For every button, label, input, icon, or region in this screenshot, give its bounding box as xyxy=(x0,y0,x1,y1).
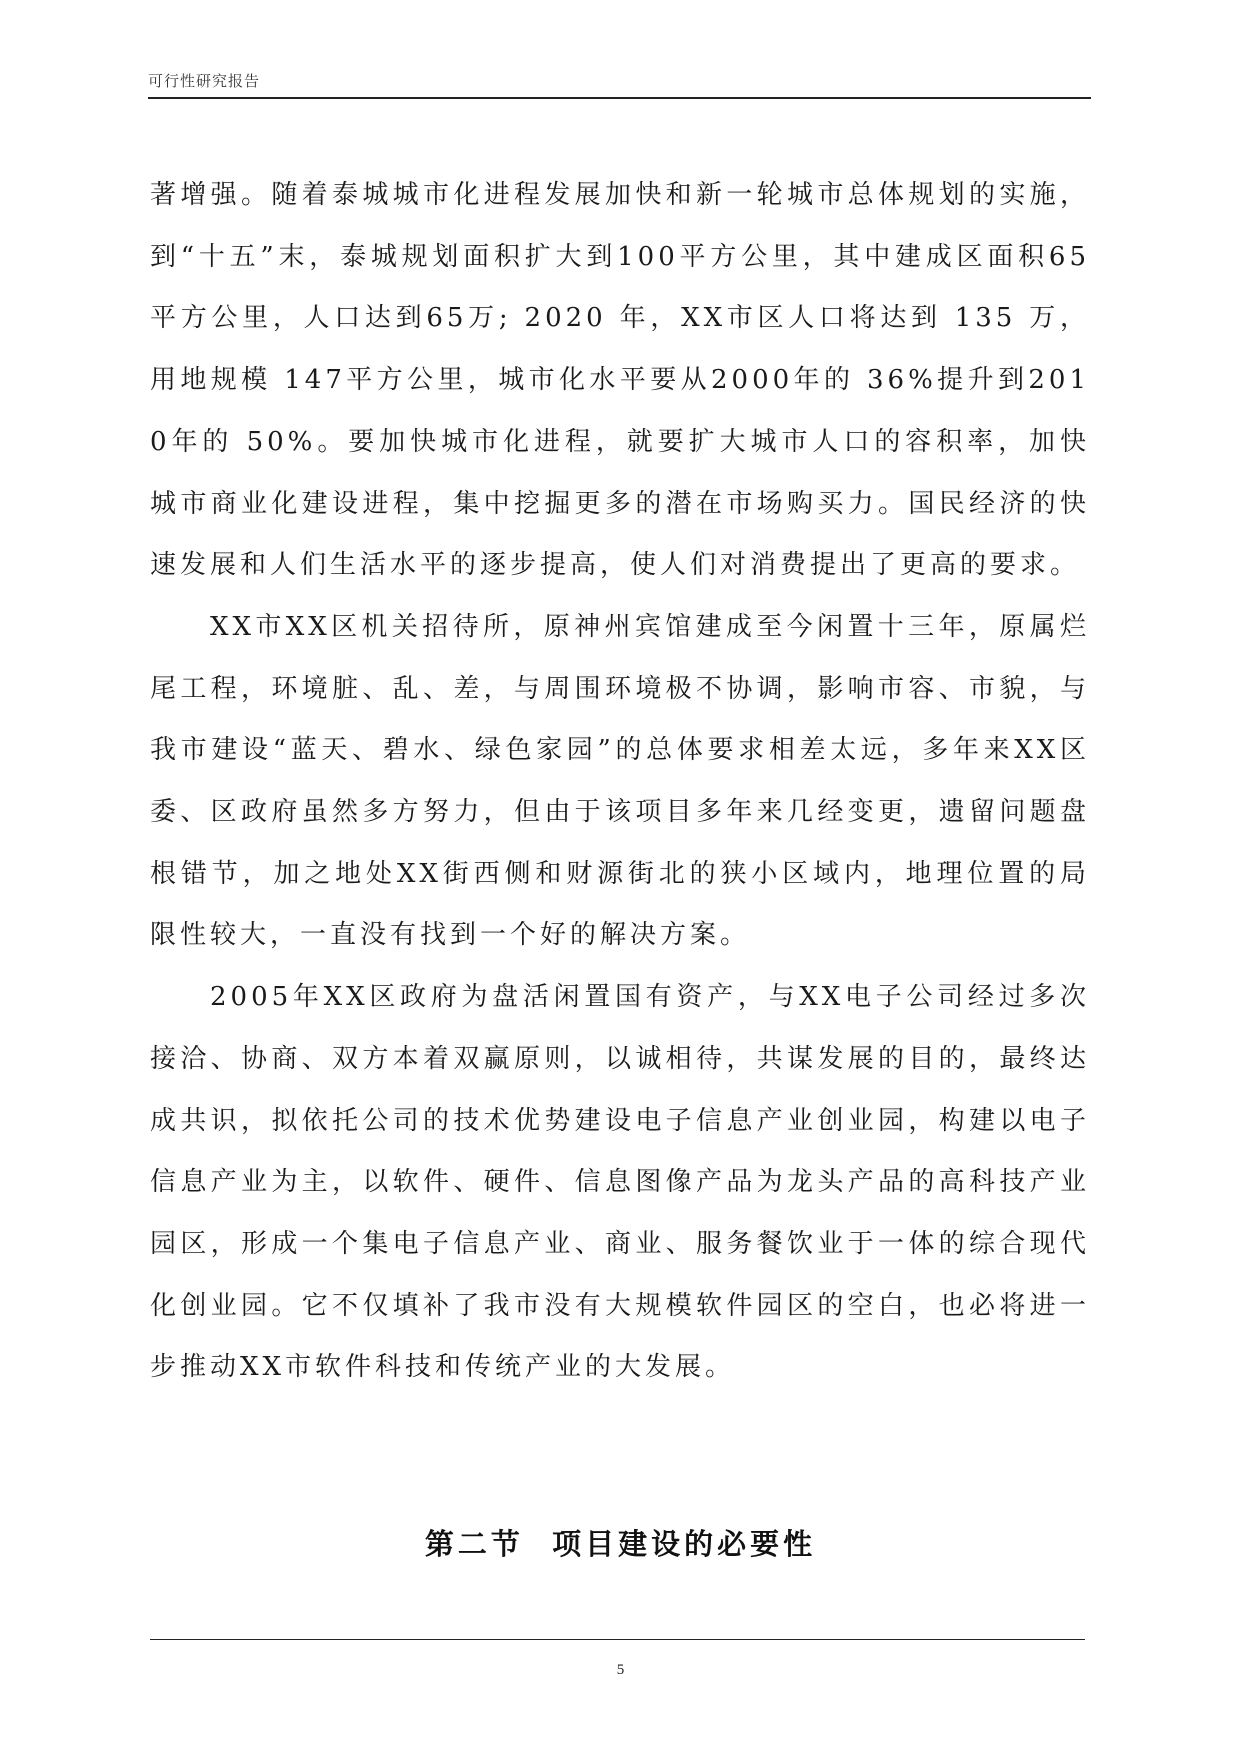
header-divider xyxy=(148,97,1091,99)
body-text xyxy=(150,165,1090,1399)
paragraph-guesthouse: XX市XX区机关招待所，原神州宾馆建成至今闲置十三年，原属烂尾工程，环境脏、乱、差，与周围环境极不协调，影响市容、市貌，与我市建设“蓝天、碧水、绿色家园”的总体要求相差太远，多年来XX区委、区政府虽然多方努力，但由于该项目多年来几经变更，遗留问题盘根错节，加之地处XX街西侧和财源街北的狭小区域内，地理位置的局限性较大，一直没有找到一个好的解决方案。 xyxy=(150,611,1090,951)
footer-divider xyxy=(150,1639,1085,1640)
page-number: 5 xyxy=(616,1662,625,1678)
running-header: 可行性研究报告 xyxy=(148,72,261,90)
paragraph-continuation: 著增强。随着泰城城市化进程发展加快和新一轮城市总体规划的实施，到“十五”末，泰城规划面积扩大到100平方公里，其中建成区面积65平方公里，人口达到65万; 2020 年，XX市区人口将达到 135 万，用地规模 147平方公里，城市化水平要从2000年的 36%提升到2010年的 50%。要加快城市化进程，就要扩大城市人口的容积率，加快城市商业化建设进程，集中挖掘更多的潜在市场购买力。国民经济的快速发展和人们生活水平的逐步提高，使人们对消费提出了更高的要求。 xyxy=(150,180,1090,581)
section-heading: 第二节 项目建设的必要性 xyxy=(424,1527,817,1561)
paragraph-2005-plan: 2005年XX区政府为盘活闲置国有资产，与XX电子公司经过多次接洽、协商、双方本着双赢原则，以诚相待，共谋发展的目的，最终达成共识，拟依托公司的技术优势建设电子信息产业创业园，构建以电子信息产业为主，以软件、硬件、信息图像产品为龙头产品的高科技产业园区，形成一个集电子信息产业、商业、服务餐饮业于一体的综合现代化创业园。它不仅填补了我市没有大规模软件园区的空白，也必将进一步推动XX市软件科技和传统产业的大发展。 xyxy=(150,982,1090,1383)
